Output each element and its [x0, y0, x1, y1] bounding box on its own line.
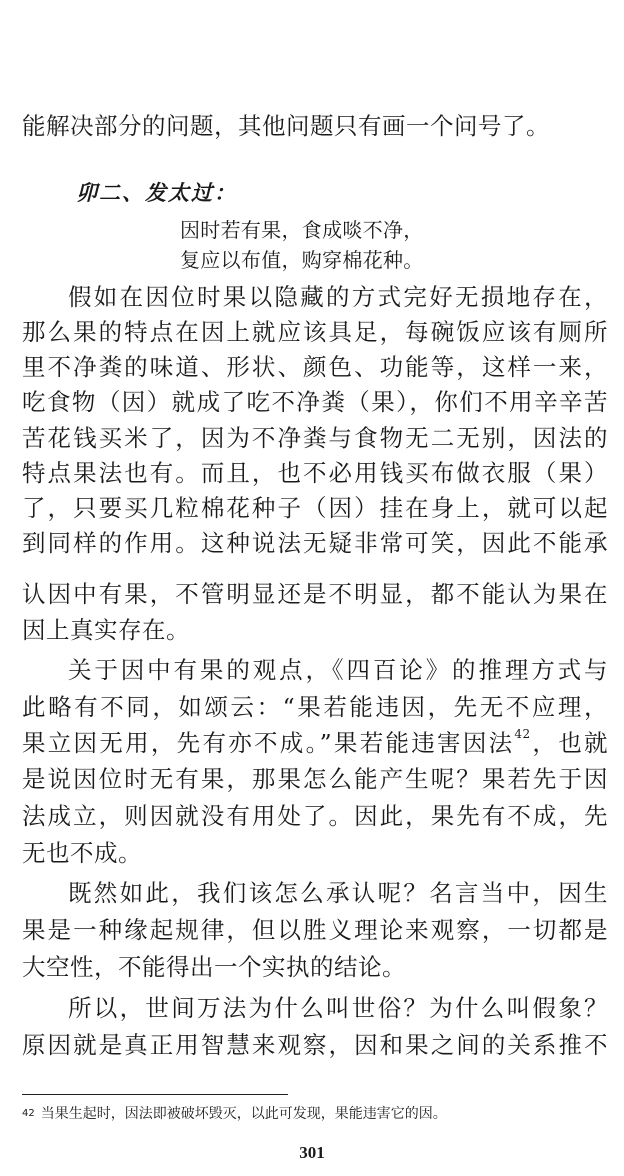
footnote-reference[interactable]: 42 — [514, 727, 531, 741]
paragraph-line: 原因就是真正用智慧来观察，因和果之间的关系推不 — [22, 1031, 608, 1059]
paragraph-line-with-footnote — [22, 726, 608, 760]
paragraph-line: 既然如此，我们该怎么承认呢？名言当中，因生 — [68, 879, 608, 907]
verse-line: 因时若有果，食成啖不净， — [180, 218, 424, 242]
verse-line: 复应以布值，购穿棉花种。 — [180, 248, 424, 272]
paragraph-line: 到同样的作用。这种说法无疑非常可笑，因此不能承 — [22, 529, 608, 557]
paragraph-line: 是说因位时无有果，那果怎么能产生呢？果若先于因 — [22, 765, 608, 793]
footnote-divider — [22, 1094, 288, 1095]
paragraph-line: 此略有不同，如颂云：“果若能违因，先无不应理， — [22, 693, 608, 721]
footnote-text: 当果生起时，因法即被破坏毁灭，以此可发现，果能违害它的因。 — [40, 1106, 447, 1122]
page-number: 301 — [299, 1143, 325, 1162]
line-text: ，也就 — [530, 729, 608, 757]
paragraph-line: 能解决部分的问题，其他问题只有画一个问号了。 — [22, 112, 550, 140]
section-heading: 卯二、发太过： — [76, 180, 237, 205]
paragraph-line: 特点果法也有。而且，也不必用钱买布做衣服（果） — [22, 459, 608, 487]
paragraph-line: 吃食物（因）就成了吃不净粪（果），你们不用辛辛苦 — [22, 388, 608, 416]
paragraph-line: 因上真实存在。 — [22, 616, 190, 644]
paragraph-line: 无也不成。 — [22, 839, 142, 867]
paragraph-line: 果是一种缘起规律，但以胜义理论来观察，一切都是 — [22, 916, 608, 944]
footnote — [22, 1104, 447, 1124]
paragraph-line: 假如在因位时果以隐藏的方式完好无损地存在， — [68, 283, 608, 311]
line-text: 果立因无用，先有亦不成。”果若能违害因法 — [22, 729, 515, 757]
paragraph-line: 法成立，则因就没有用处了。因此，果先有不成，先 — [22, 802, 608, 830]
paragraph-line: 认因中有果，不管明显还是不明显，都不能认为果在 — [22, 580, 608, 608]
paragraph-line: 那么果的特点在因上就应该具足，每碗饭应该有厕所 — [22, 318, 608, 346]
paragraph-line: 苦花钱买米了，因为不净粪与食物无二无别，因法的 — [22, 424, 608, 452]
paragraph-line: 大空性，不能得出一个实执的结论。 — [22, 953, 406, 981]
paragraph-line: 里不净粪的味道、形状、颜色、功能等，这样一来， — [22, 353, 608, 381]
footnote-number: 42 — [22, 1108, 35, 1119]
paragraph-line: 所以，世间万法为什么叫世俗？为什么叫假象？ — [68, 994, 608, 1022]
paragraph-line: 了，只要买几粒棉花种子（因）挂在身上，就可以起 — [22, 494, 608, 522]
paragraph-line: 关于因中有果的观点，《四百论》的推理方式与 — [68, 656, 608, 684]
